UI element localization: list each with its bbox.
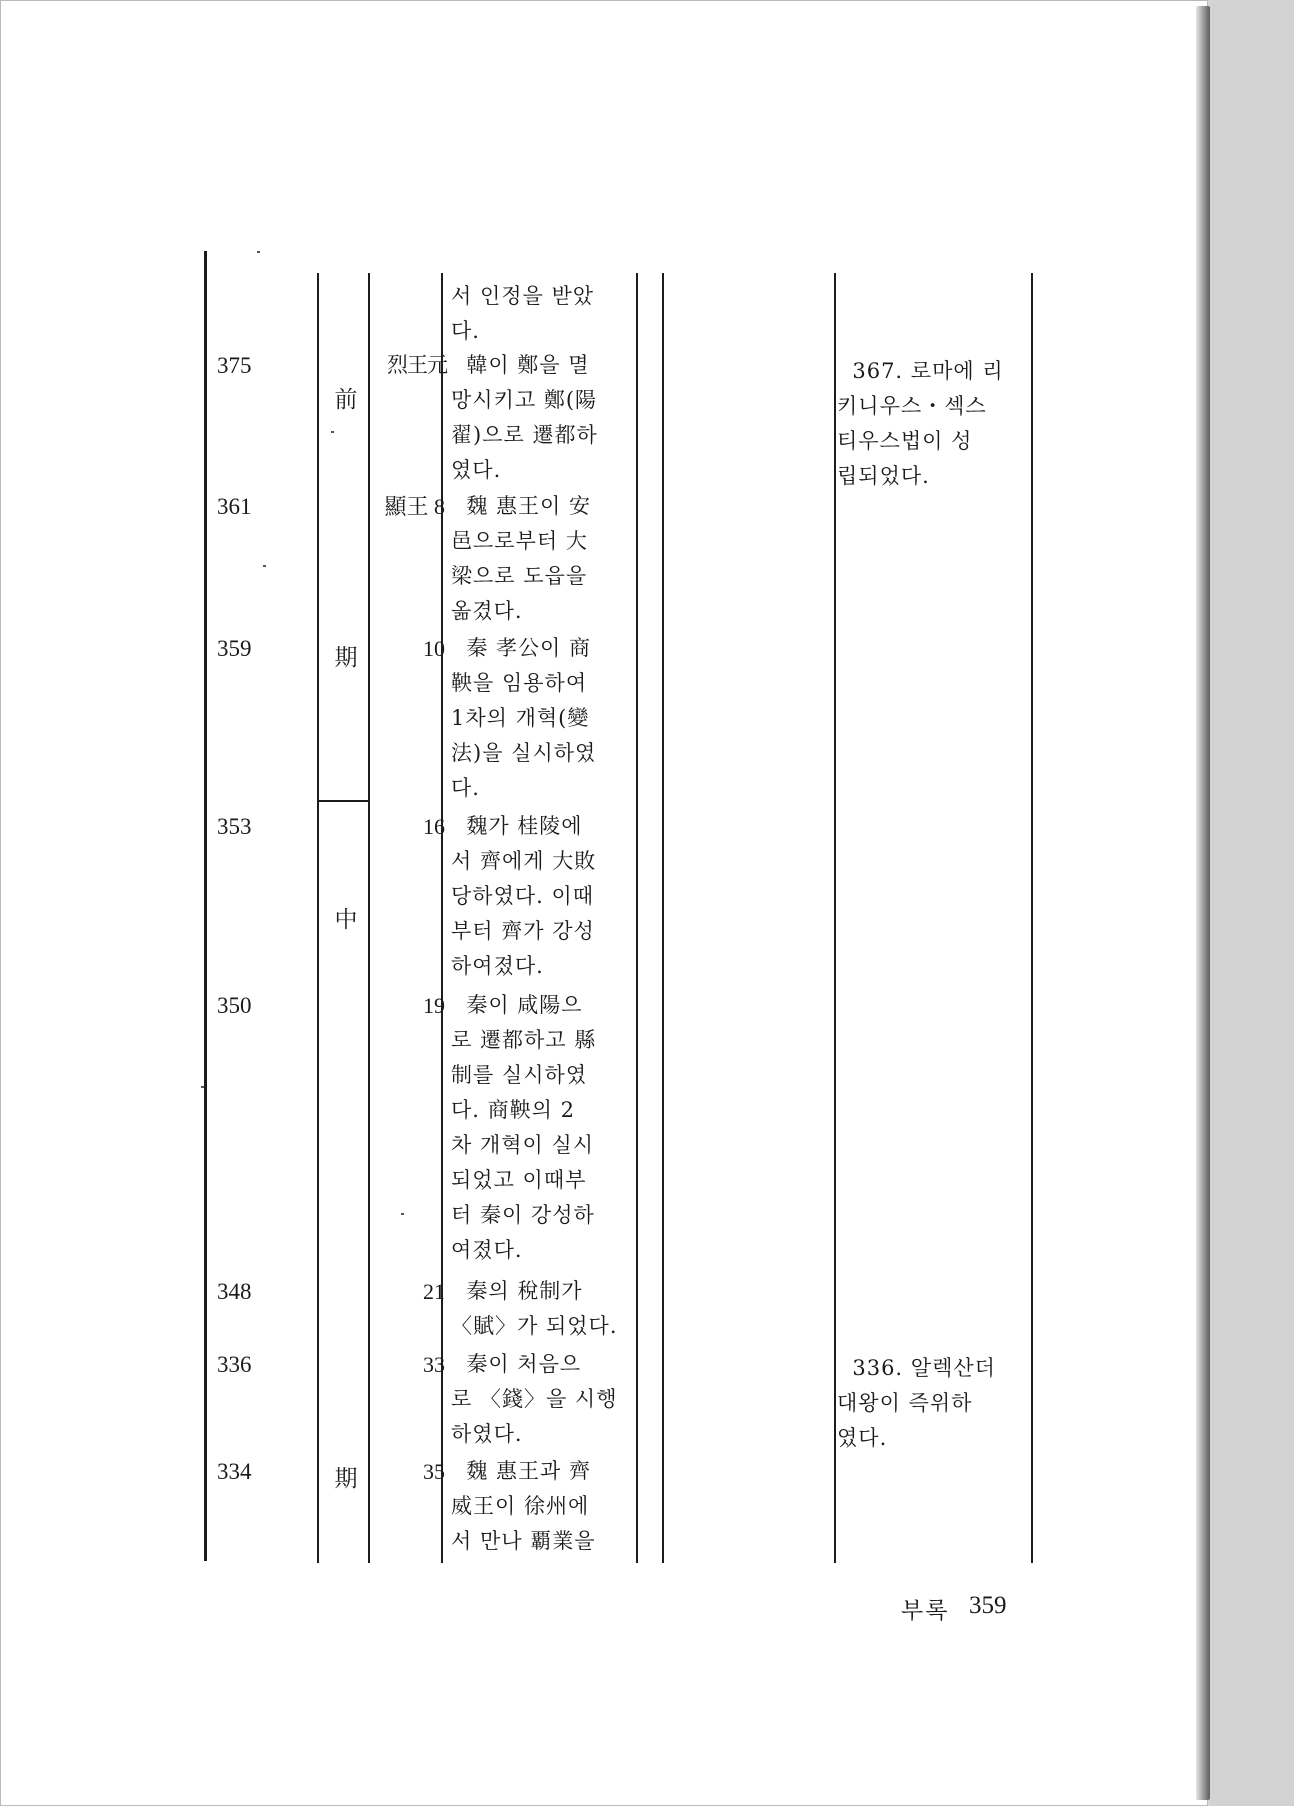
period-label: 期: [334, 645, 358, 671]
year-cell: 359: [217, 636, 252, 661]
print-speck: [331, 431, 334, 433]
reign-year-cell: 顯王 8: [384, 494, 445, 519]
period-label: 前: [334, 387, 358, 413]
year-cell: 361: [217, 494, 252, 519]
table-rule-blank-left: [662, 273, 664, 1563]
event-text: 秦이 처음으 로 〈錢〉을 시행 하였다.: [451, 1352, 618, 1446]
reign-year-cell: 33: [423, 1352, 445, 1377]
period-divider: [319, 800, 368, 802]
reign-year-cell: 16: [423, 814, 445, 839]
event-text: 秦 孝公이 商 鞅을 임용하여 1차의 개혁(變 法)을 실시하였 다.: [451, 636, 597, 800]
table-rule-period-left: [317, 273, 319, 1563]
event-text: 韓이 鄭을 멸 망시키고 鄭(陽 翟)으로 遷都하 였다.: [451, 353, 598, 482]
year-cell: 336: [217, 1352, 252, 1377]
world-event-text: 336. 알렉산더 대왕이 즉위하 였다.: [837, 1356, 996, 1450]
reign-year-cell: 21: [423, 1279, 445, 1304]
reign-year-cell: 19: [423, 993, 445, 1018]
reign-year-cell: 35: [423, 1459, 445, 1484]
event-text: 魏 惠王이 安 邑으로부터 大 梁으로 도읍을 옮겼다.: [451, 494, 591, 623]
event-text: 魏가 桂陵에 서 齊에게 大敗 당하였다. 이때 부터 齊가 강성 하여졌다.: [451, 814, 597, 978]
appendix-label: 부록: [901, 1598, 950, 1624]
table-rule-left: [204, 251, 207, 1561]
period-label: 中: [334, 907, 358, 933]
event-text: 秦이 咸陽으 로 遷都하고 縣 制를 실시하였 다. 商鞅의 2 차 개혁이 실시 되었고 이때부 터 秦이 강성하 여졌다.: [451, 993, 597, 1262]
year-cell: 334: [217, 1459, 252, 1484]
page-number: 359: [969, 1592, 1007, 1619]
print-speck: [257, 251, 260, 253]
table-rule-world-left: [834, 273, 836, 1563]
reign-year-cell: 烈王元: [387, 353, 447, 377]
page-edge: [1196, 6, 1210, 1800]
table-rule-right: [1031, 273, 1033, 1563]
year-cell: 348: [217, 1279, 252, 1304]
table-rule-event-right: [636, 273, 638, 1563]
period-label: 期: [334, 1466, 358, 1492]
print-speck: [201, 1086, 204, 1088]
year-cell: 375: [217, 353, 252, 378]
event-text: 서 인정을 받았 다.: [451, 284, 595, 343]
print-speck: [263, 565, 266, 567]
background: [1210, 0, 1294, 1806]
world-event-text: 367. 로마에 리 키니우스・섹스 티우스법이 성 립되었다.: [837, 359, 1004, 488]
print-speck: [401, 1213, 404, 1215]
year-cell: 353: [217, 814, 252, 839]
event-text: 秦의 稅制가 〈賦〉가 되었다.: [451, 1279, 618, 1338]
event-text: 魏 惠王과 齊 威王이 徐州에 서 만나 覇業을: [451, 1459, 596, 1553]
year-cell: 350: [217, 993, 252, 1018]
reign-year-cell: 10: [423, 636, 445, 661]
